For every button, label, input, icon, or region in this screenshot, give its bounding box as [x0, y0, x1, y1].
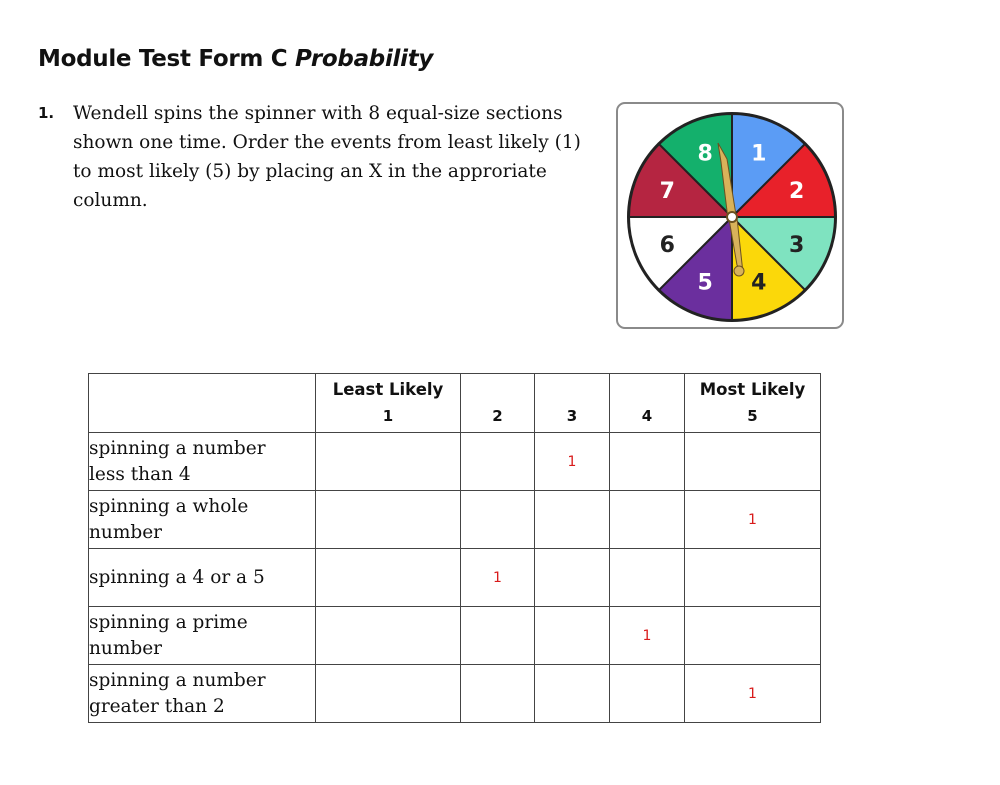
answer-cell[interactable]	[535, 665, 610, 723]
answer-cell[interactable]	[316, 549, 461, 607]
table-row	[89, 433, 821, 491]
answer-cell[interactable]	[685, 607, 821, 665]
event-label	[89, 665, 316, 723]
spinner-graphic	[618, 104, 842, 327]
header-least-likely	[316, 374, 461, 433]
answer-cell[interactable]: 1	[610, 607, 685, 665]
answer-cell[interactable]	[461, 665, 535, 723]
answer-cell[interactable]	[685, 433, 821, 491]
answer-cell[interactable]	[316, 607, 461, 665]
spinner-section-label: 3	[789, 232, 805, 258]
answer-cell[interactable]	[610, 433, 685, 491]
header-2	[461, 374, 535, 433]
header-blank	[89, 374, 316, 433]
question-text	[73, 99, 593, 215]
table-row	[89, 549, 821, 607]
event-line: spinning a 4 or a 5	[89, 566, 265, 588]
answer-cell[interactable]: 1	[685, 665, 821, 723]
event-line: spinning a whole	[89, 495, 249, 517]
header-number: 5	[747, 407, 758, 425]
page-title	[38, 46, 433, 72]
answer-cell[interactable]	[461, 491, 535, 549]
answer-cell[interactable]	[685, 549, 821, 607]
event-label	[89, 491, 316, 549]
answer-cell[interactable]	[535, 549, 610, 607]
answer-cell[interactable]	[610, 549, 685, 607]
event-line: spinning a number	[89, 437, 266, 459]
header-number: 1	[382, 407, 394, 425]
spinner-section-label: 1	[751, 141, 767, 167]
answer-cell[interactable]	[610, 665, 685, 723]
answer-cell[interactable]	[610, 491, 685, 549]
header-row	[89, 374, 821, 433]
event-line: number	[89, 637, 163, 659]
header-3	[535, 374, 610, 433]
event-line: greater than 2	[89, 695, 225, 717]
header-4	[610, 374, 685, 433]
spinner-section-label: 5	[697, 270, 713, 296]
header-number: 2	[492, 407, 503, 425]
event-label	[89, 549, 316, 607]
answer-cell[interactable]	[461, 433, 535, 491]
answer-cell[interactable]	[316, 491, 461, 549]
spinner-section-label: 6	[659, 232, 675, 258]
question-line: to most likely (5) by placing an X in the approriate	[73, 161, 547, 182]
header-label: Least Likely	[332, 380, 444, 399]
answer-cell[interactable]	[316, 433, 461, 491]
likelihood-table	[88, 373, 821, 723]
table-row	[89, 607, 821, 665]
answer-cell[interactable]: 1	[535, 433, 610, 491]
question-line: shown one time. Order the events from least likely (1)	[73, 132, 581, 153]
spinner-figure	[616, 102, 844, 329]
title-italic: Probability	[295, 46, 434, 72]
event-label	[89, 433, 316, 491]
header-label: Most Likely	[699, 380, 806, 399]
event-line: spinning a number	[89, 669, 266, 691]
header-most-likely	[685, 374, 821, 433]
answer-cell[interactable]	[316, 665, 461, 723]
question-number: 1.	[38, 104, 55, 122]
question-line: column.	[73, 190, 148, 211]
event-line: number	[89, 521, 163, 543]
spinner-section-label: 8	[697, 141, 713, 167]
answer-cell[interactable]	[535, 607, 610, 665]
answer-cell[interactable]: 1	[685, 491, 821, 549]
event-label	[89, 607, 316, 665]
event-line: less than 4	[89, 463, 191, 485]
spinner-section-label: 4	[751, 270, 767, 296]
header-number: 3	[566, 407, 578, 425]
answer-cell[interactable]	[461, 607, 535, 665]
table-row	[89, 491, 821, 549]
header-number: 4	[641, 407, 653, 425]
table-row	[89, 665, 821, 723]
title-text: Module Test Form C	[38, 46, 296, 72]
answer-cell[interactable]: 1	[461, 549, 535, 607]
question-line: Wendell spins the spinner with 8 equal-size sections	[73, 103, 563, 124]
spinner-section-label: 7	[659, 179, 675, 205]
spinner-section-label: 2	[789, 179, 805, 205]
event-line: spinning a prime	[89, 611, 248, 633]
answer-cell[interactable]	[535, 491, 610, 549]
